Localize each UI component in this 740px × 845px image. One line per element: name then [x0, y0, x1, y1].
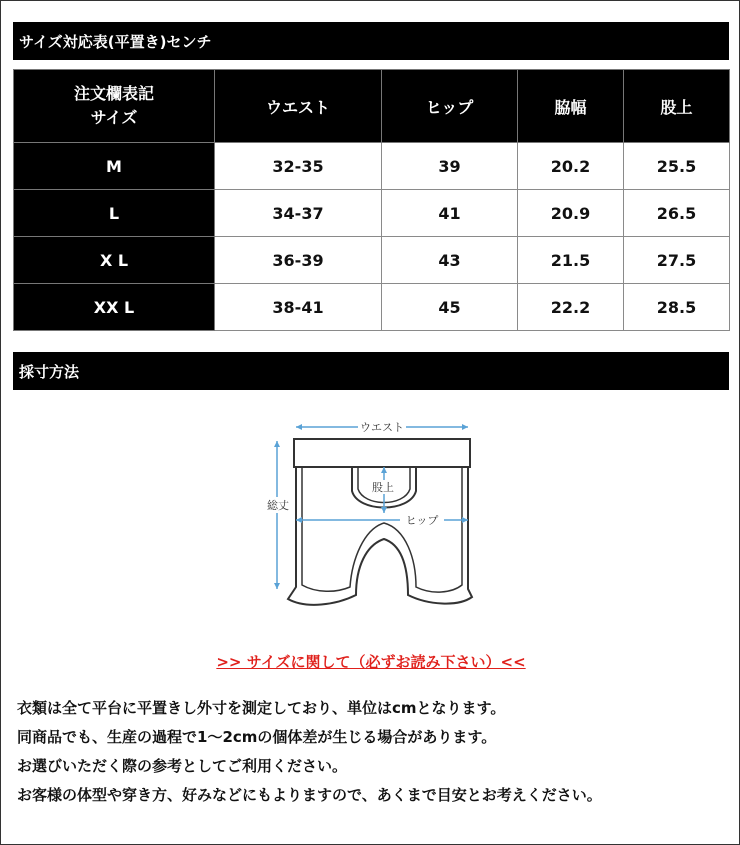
- table-row: [14, 237, 730, 284]
- table-row: [14, 190, 730, 237]
- cell-hip: 39: [382, 143, 518, 190]
- cell-side-width: 20.9: [518, 190, 624, 237]
- length-arrow-top: [274, 441, 280, 447]
- cell-rise: 25.5: [624, 143, 730, 190]
- notes: [17, 694, 729, 810]
- cell-hip: 41: [382, 190, 518, 237]
- waist-arrow-right: [462, 424, 468, 430]
- cell-side-width: 21.5: [518, 237, 624, 284]
- cell-rise: 26.5: [624, 190, 730, 237]
- underwear-measurement-diagram: [266, 417, 476, 612]
- measure-method-title: 採寸方法: [13, 352, 729, 390]
- cell-hip: 45: [382, 284, 518, 331]
- header-rise: 股上: [624, 70, 730, 143]
- waist-label: ウエスト: [360, 421, 404, 434]
- hip-label: ヒップ: [405, 514, 439, 527]
- header-waist: ウエスト: [215, 70, 382, 143]
- note-line: 同商品でも、生産の過程で1～2cmの個体差が生じる場合があります。: [17, 728, 497, 746]
- header-order-size: [14, 70, 215, 143]
- cell-side-width: 22.2: [518, 284, 624, 331]
- waist-arrow-left: [296, 424, 302, 430]
- size-notice-link[interactable]: >> サイズに関して（必ずお読み下さい）<<: [216, 653, 526, 671]
- cell-side-width: 20.2: [518, 143, 624, 190]
- cell-rise: 28.5: [624, 284, 730, 331]
- cell-waist: 32-35: [215, 143, 382, 190]
- header-order-label-line2: サイズ: [90, 108, 138, 127]
- size-table-header-row: [14, 70, 730, 143]
- cell-hip: 43: [382, 237, 518, 284]
- table-row: [14, 143, 730, 190]
- cell-rise: 27.5: [624, 237, 730, 284]
- row-size-label: X L: [14, 237, 215, 284]
- cell-waist: 34-37: [215, 190, 382, 237]
- header-order-label-line1: 注文欄表記: [73, 84, 154, 103]
- waistband: [294, 439, 470, 467]
- note-line: お客様の体型や穿き方、好みなどにもよりますので、あくまで目安とお考えください。: [17, 786, 602, 804]
- rise-label: 股上: [372, 481, 394, 494]
- row-size-label: XX L: [14, 284, 215, 331]
- note-line: 衣類は全て平台に平置きし外寸を測定しており、単位はcmとなります。: [17, 699, 506, 717]
- row-size-label: M: [14, 143, 215, 190]
- header-side-width: 脇幅: [518, 70, 624, 143]
- header-hip: ヒップ: [382, 70, 518, 143]
- note-line: お選びいただく際の参考としてご利用ください。: [17, 757, 348, 775]
- size-table-title: サイズ対応表(平置き)センチ: [13, 22, 729, 60]
- row-size-label: L: [14, 190, 215, 237]
- cell-waist: 36-39: [215, 237, 382, 284]
- rise-arrow-bottom: [381, 507, 387, 513]
- table-row: [14, 284, 730, 331]
- size-table: [13, 69, 730, 331]
- cell-waist: 38-41: [215, 284, 382, 331]
- length-arrow-bottom: [274, 583, 280, 589]
- length-label: 総丈: [267, 499, 289, 512]
